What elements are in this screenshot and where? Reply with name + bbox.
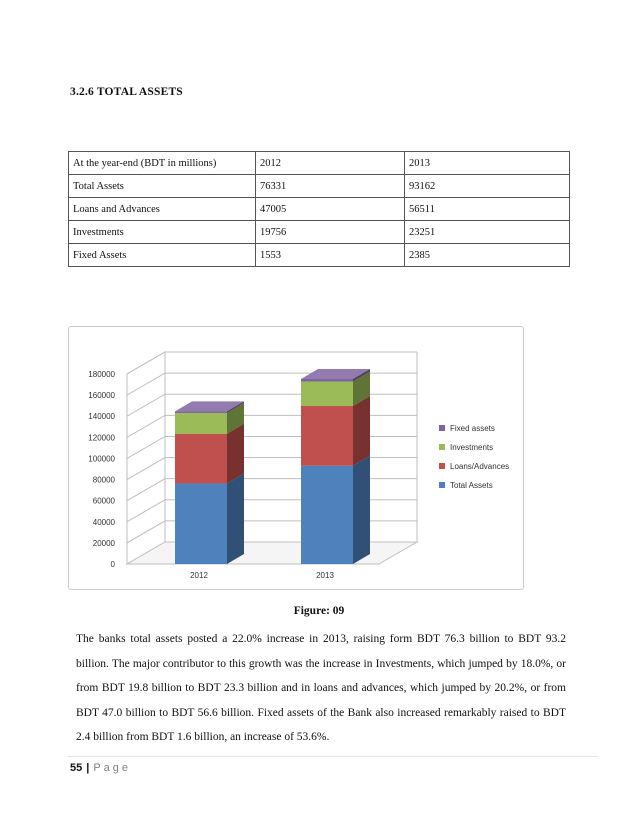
y-tick-label: 80000	[92, 475, 115, 485]
legend-swatch	[439, 425, 445, 431]
stacked-bar-chart	[68, 326, 524, 590]
bar-segment	[175, 434, 227, 484]
table-cell: 93162	[405, 175, 570, 198]
footer-divider	[68, 756, 598, 757]
table-cell: 1553	[256, 244, 405, 267]
y-tick-label: 140000	[88, 412, 115, 422]
y-tick-label: 0	[110, 560, 115, 569]
page-footer	[70, 762, 131, 774]
legend-label: Fixed assets	[450, 424, 495, 433]
y-tick-label: 120000	[88, 433, 115, 443]
legend-label: Total Assets	[450, 481, 493, 490]
y-tick-label: 20000	[92, 538, 115, 548]
table-row	[69, 244, 570, 267]
legend-swatch	[439, 463, 445, 469]
table-row	[69, 198, 570, 221]
bar-segment-side	[353, 456, 370, 564]
table-cell: 56511	[405, 198, 570, 221]
legend-label: Loans/Advances	[450, 462, 510, 471]
table-cell: 2385	[405, 244, 570, 267]
bar-segment	[301, 379, 353, 382]
table-cell: 76331	[256, 175, 405, 198]
legend-swatch	[439, 482, 445, 488]
bar-segment-side	[227, 424, 244, 484]
figure-caption: Figure: 09	[293, 605, 345, 617]
y-tick-label: 60000	[92, 496, 115, 506]
table-cell: Investments	[69, 221, 256, 244]
table-header-row	[69, 152, 570, 175]
total-assets-table	[68, 151, 570, 267]
table-row	[69, 221, 570, 244]
page-number: 55	[70, 762, 83, 774]
x-tick-label: 2013	[316, 571, 334, 580]
table-cell: 23251	[405, 221, 570, 244]
gridline	[127, 415, 417, 437]
bar-stack	[175, 401, 244, 564]
bar-stack	[301, 369, 370, 564]
table-cell: Loans and Advances	[69, 198, 256, 221]
y-tick-label: 40000	[92, 517, 115, 527]
bar-segment-side	[353, 396, 370, 466]
bar-segment	[175, 483, 227, 564]
bar-segment	[175, 411, 227, 413]
table-cell: At the year-end (BDT in millions)	[69, 152, 256, 175]
gridline	[127, 500, 417, 522]
bar-segment-side	[227, 473, 244, 564]
gridline	[127, 373, 417, 395]
bar-segment	[175, 413, 227, 434]
bar-segment	[301, 406, 353, 466]
y-tick-label: 180000	[88, 370, 115, 379]
table-cell: 19756	[256, 221, 405, 244]
table-cell: 2012	[256, 152, 405, 175]
x-tick-label: 2012	[190, 571, 208, 580]
table-cell: Total Assets	[69, 175, 256, 198]
legend-swatch	[439, 444, 445, 450]
chart-canvas	[69, 327, 523, 589]
body-paragraph: The banks total assets posted a 22.0% increase in 2013, raising form BDT 76.3 billion to BDT 93.2 billion. The major contributor to this growth was the increase in Investments, which jumped by 18.0%, or from BDT 19.8 billion to BDT 23.3 billion and in loans and advances, which jumped by 20.2%, or from BDT 47.0 billion to BDT 56.6 billion. Fixed assets of the Bank also increased remarkably raised to BDT 2.4 billion from BDT 1.6 billion, an increase of 53.6%.	[76, 633, 566, 743]
chart-floor	[127, 542, 417, 564]
table-cell: Fixed Assets	[69, 244, 256, 267]
table-row	[69, 175, 570, 198]
gridline	[127, 394, 417, 416]
section-heading: 3.2.6 TOTAL ASSETS	[70, 86, 183, 98]
table-cell: 47005	[256, 198, 405, 221]
table-cell: 2013	[405, 152, 570, 175]
gridline	[127, 479, 417, 501]
page-label: Page	[93, 762, 132, 774]
legend-label: Investments	[450, 443, 494, 452]
gridline	[127, 521, 417, 543]
gridline	[127, 352, 417, 374]
bar-segment	[301, 381, 353, 406]
gridline	[127, 436, 417, 458]
y-tick-label: 100000	[88, 454, 115, 464]
gridline	[127, 458, 417, 480]
footer-separator: |	[86, 762, 90, 774]
y-tick-label: 160000	[88, 391, 115, 401]
bar-segment	[301, 466, 353, 564]
